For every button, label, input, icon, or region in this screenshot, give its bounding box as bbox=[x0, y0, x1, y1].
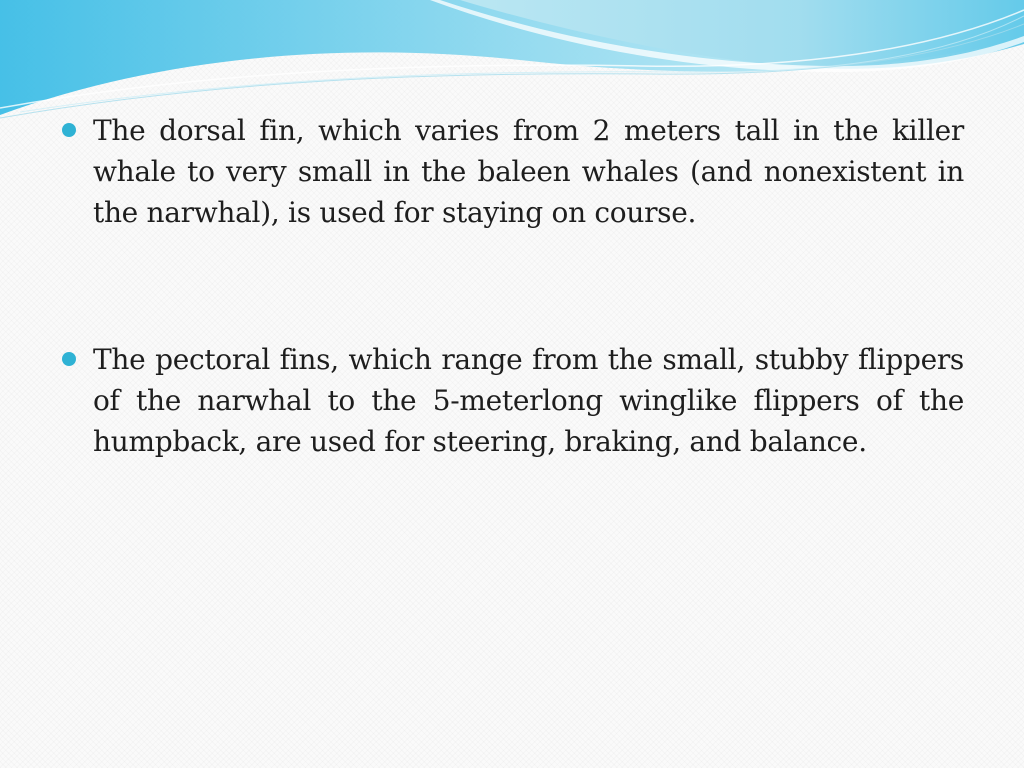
bullet-text: The dorsal fin, which varies from 2 meters tall in the killer whale to very small in the baleen whales (and nonexistent in the narwhal), is used for staying on course. bbox=[93, 114, 964, 229]
bullet-dot-icon bbox=[62, 123, 76, 137]
bullet-text: The pectoral fins, which range from the small, stubby flippers of the narwhal to the 5-meterlong winglike flippers of the humpback, are used for steering, braking, and balance. bbox=[93, 343, 964, 458]
bullet-list bbox=[62, 110, 964, 462]
bullet-dot-icon bbox=[62, 352, 76, 366]
bullet-item-dorsal-fin bbox=[62, 110, 964, 233]
bullet-item-pectoral-fins bbox=[62, 339, 964, 462]
